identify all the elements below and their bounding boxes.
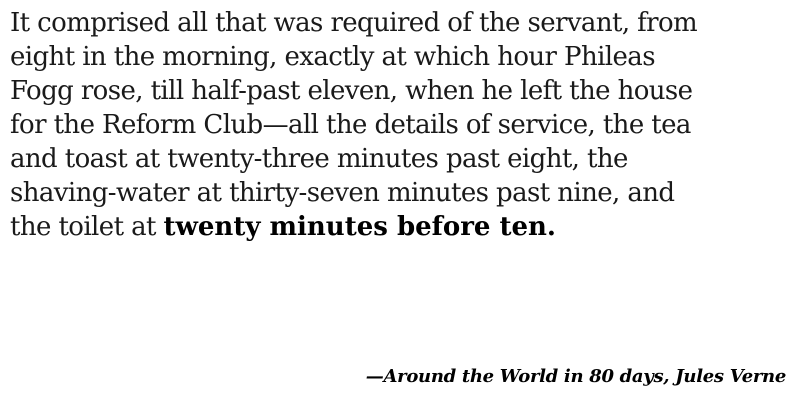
quote-text xyxy=(10,6,790,244)
quote-last-line-prefix: the toilet at xyxy=(10,212,164,242)
quote-line-1: It comprised all that was required of the servant, from xyxy=(10,8,698,38)
quote-line-5: and toast at twenty-three minutes past eight, the xyxy=(10,144,628,174)
attribution: —Around the World in 80 days, Jules Verne xyxy=(365,366,786,387)
quote-line-3: Fogg rose, till half-past eleven, when he left the house xyxy=(10,76,693,106)
quote-line-6: shaving-water at thirty-seven minutes past nine, and xyxy=(10,178,675,208)
quote-line-7 xyxy=(10,210,790,244)
quote-emphasis: twenty minutes before ten. xyxy=(163,212,556,242)
quote-line-2: eight in the morning, exactly at which hour Phileas xyxy=(10,42,655,72)
quote-line-4: for the Reform Club—all the details of service, the tea xyxy=(10,110,691,140)
